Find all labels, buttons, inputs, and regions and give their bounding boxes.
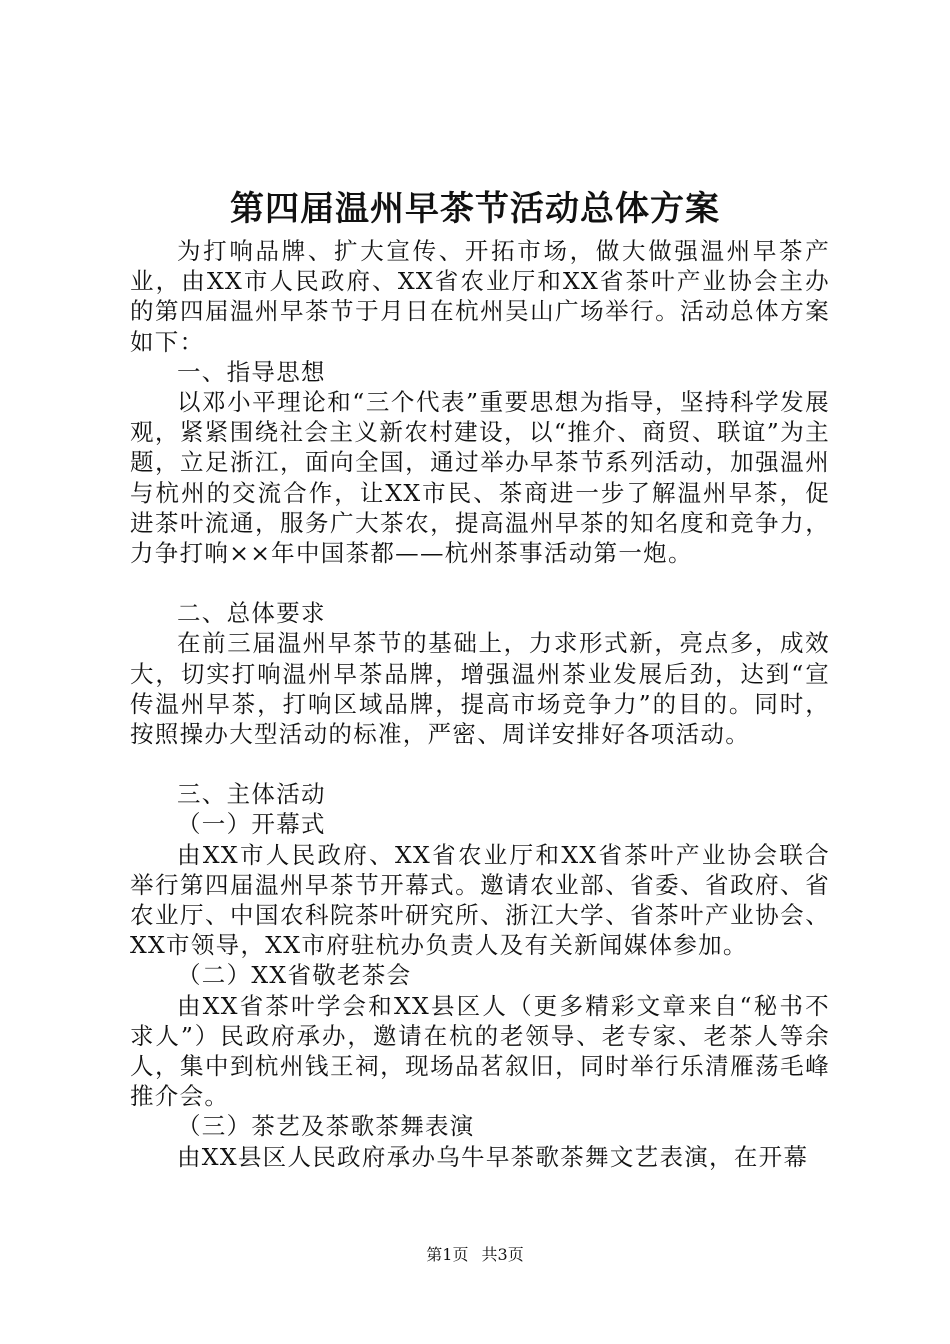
subsection-paragraph-elderly-tea-party: 由XX省茶叶学会和XX县区人（更多精彩文章来自“秘书不求人”）民政府承办，邀请在杭的老领导、老专家、老茶人等余人，集中到杭州钱王祠，现场品茗叙旧，同时举行乐清雁荡毛峰推介会。 (130, 991, 830, 1111)
section-paragraph-guiding-ideology: 以邓小平理论和“三个代表”重要思想为指导，坚持科学发展观，紧紧围绕社会主义新农村建设，以“推介、商贸、联谊”为主题，立足浙江，面向全国，通过举办早茶节系列活动，加强温州与杭州的交流合作，让XX市民、茶商进一步了解温州早茶，促进茶叶流通，服务广大茶农，提高温州早茶的知名度和竞争力，力争打响××年中国茶都——杭州茶事活动第一炮。 (130, 388, 830, 568)
document-title: 第四届温州早茶节活动总体方案 (230, 189, 720, 229)
subsection-heading-tea-performance: （三）茶艺及茶歌茶舞表演 (177, 1112, 475, 1141)
paragraph-gap (130, 568, 830, 598)
section-heading-guiding-ideology: 一、指导思想 (177, 357, 326, 386)
subsection-paragraph-opening-ceremony: 由XX市人民政府、XX省农业厅和XX省茶叶产业协会联合举行第四届温州早茶节开幕式。邀请农业部、省委、省政府、省农业厅、中国农科院茶叶研究所、浙江大学、省茶叶产业协会、XX市领导，XX市府驻杭办负责人及有关新闻媒体参加。 (130, 840, 830, 960)
document-body (130, 236, 830, 1172)
paragraph-gap (130, 749, 830, 779)
page-total: 共3页 (481, 1245, 524, 1264)
section-paragraph-overall-requirements: 在前三届温州早茶节的基础上，力求形式新，亮点多，成效大，切实打响温州早茶品牌，增强温州茶业发展后劲，达到“宣传温州早茶，打响区域品牌，提高市场竞争力”的目的。同时，按照操办大型活动的标准，严密、周详安排好各项活动。 (130, 629, 830, 749)
intro-paragraph: 为打响品牌、扩大宣传、开拓市场，做大做强温州早茶产业，由XX市人民政府、XX省农业厅和XX省茶叶产业协会主办的第四届温州早茶节于月日在杭州吴山广场举行。活动总体方案如下： (130, 237, 830, 356)
subsection-heading-elderly-tea-party: （二）XX省敬老茶会 (177, 961, 412, 990)
subsection-heading-opening-ceremony: （一）开幕式 (177, 810, 326, 839)
section-heading-main-activities: 三、主体活动 (177, 780, 326, 809)
subsection-paragraph-tea-performance: 由XX县区人民政府承办乌牛早茶歌茶舞文艺表演，在开幕 (177, 1142, 809, 1171)
page-number: 第1页 (426, 1245, 469, 1264)
page-footer (0, 1244, 950, 1266)
section-heading-overall-requirements: 二、总体要求 (177, 599, 326, 628)
